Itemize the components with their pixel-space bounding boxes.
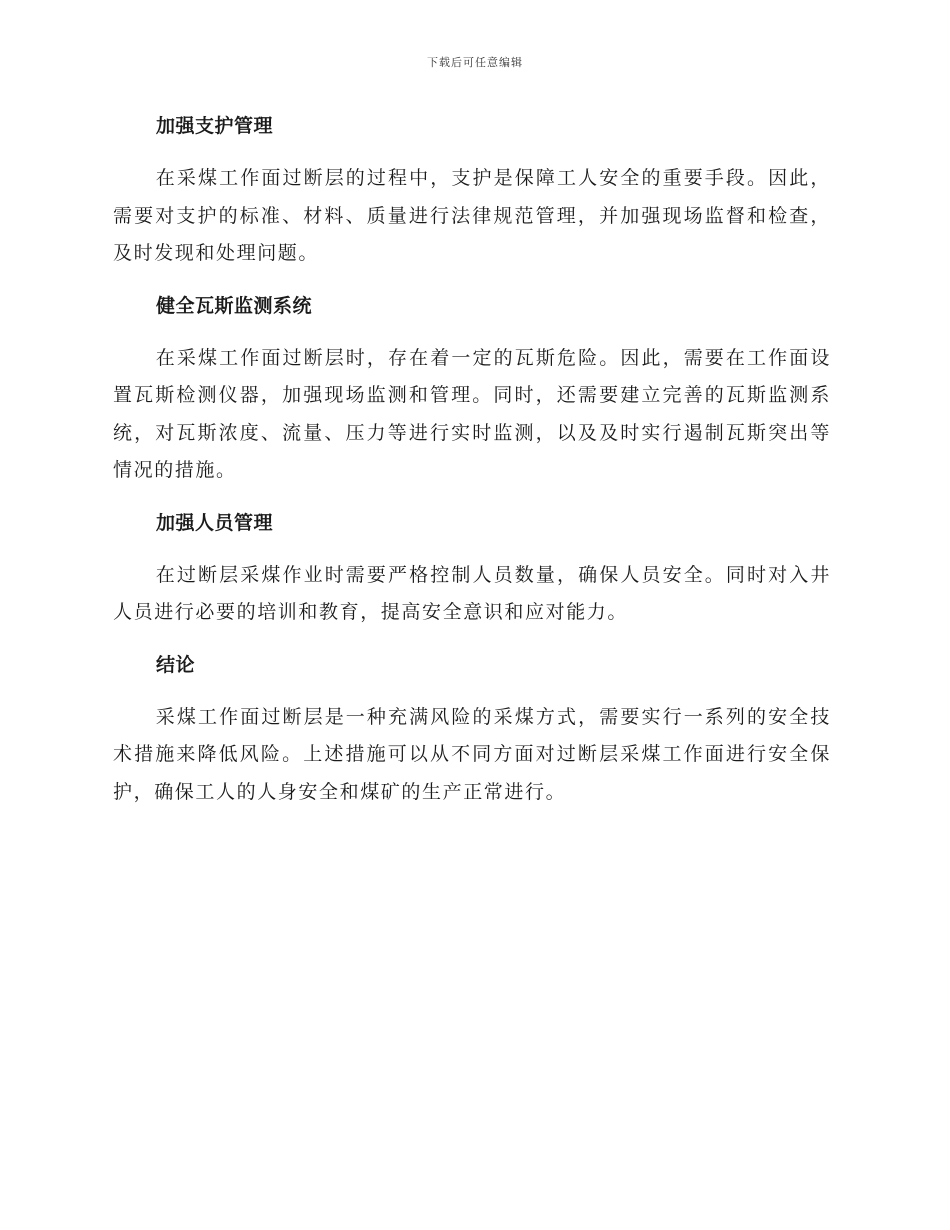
section-paragraph: 在采煤工作面过断层时，存在着一定的瓦斯危险。因此，需要在工作面设置瓦斯检测仪器，加强现场监测和管理。同时，还需要建立完善的瓦斯监测系统，对瓦斯浓度、流量、压力等进行实时监测，以及及时实行遏制瓦斯突出等情况的措施。 bbox=[113, 346, 831, 481]
section-paragraph: 在过断层采煤作业时需要严格控制人员数量，确保人员安全。同时对入井人员进行必要的培训和教育，提高安全意识和应对能力。 bbox=[113, 563, 831, 623]
section-heading: 加强支护管理 bbox=[156, 115, 274, 137]
section-support-management bbox=[113, 108, 831, 273]
section-paragraph: 在采煤工作面过断层的过程中，支护是保障工人安全的重要手段。因此，需要对支护的标准、材料、质量进行法律规范管理，并加强现场监督和检查，及时发现和处理问题。 bbox=[113, 167, 831, 264]
section-heading: 结论 bbox=[156, 653, 196, 676]
section-heading: 加强人员管理 bbox=[156, 511, 274, 534]
document-body bbox=[113, 108, 831, 826]
section-conclusion bbox=[113, 647, 831, 812]
section-paragraph: 采煤工作面过断层是一种充满风险的采煤方式，需要实行一系列的安全技术措施来降低风险。上述措施可以从不同方面对过断层采煤工作面进行安全保护，确保工人的人身安全和煤矿的生产正常进行。 bbox=[113, 705, 831, 803]
section-heading: 健全瓦斯监测系统 bbox=[156, 294, 313, 317]
page-header-note: 下载后可任意编辑 bbox=[427, 56, 523, 69]
section-personnel-management bbox=[113, 505, 831, 632]
section-gas-monitoring bbox=[113, 288, 831, 490]
